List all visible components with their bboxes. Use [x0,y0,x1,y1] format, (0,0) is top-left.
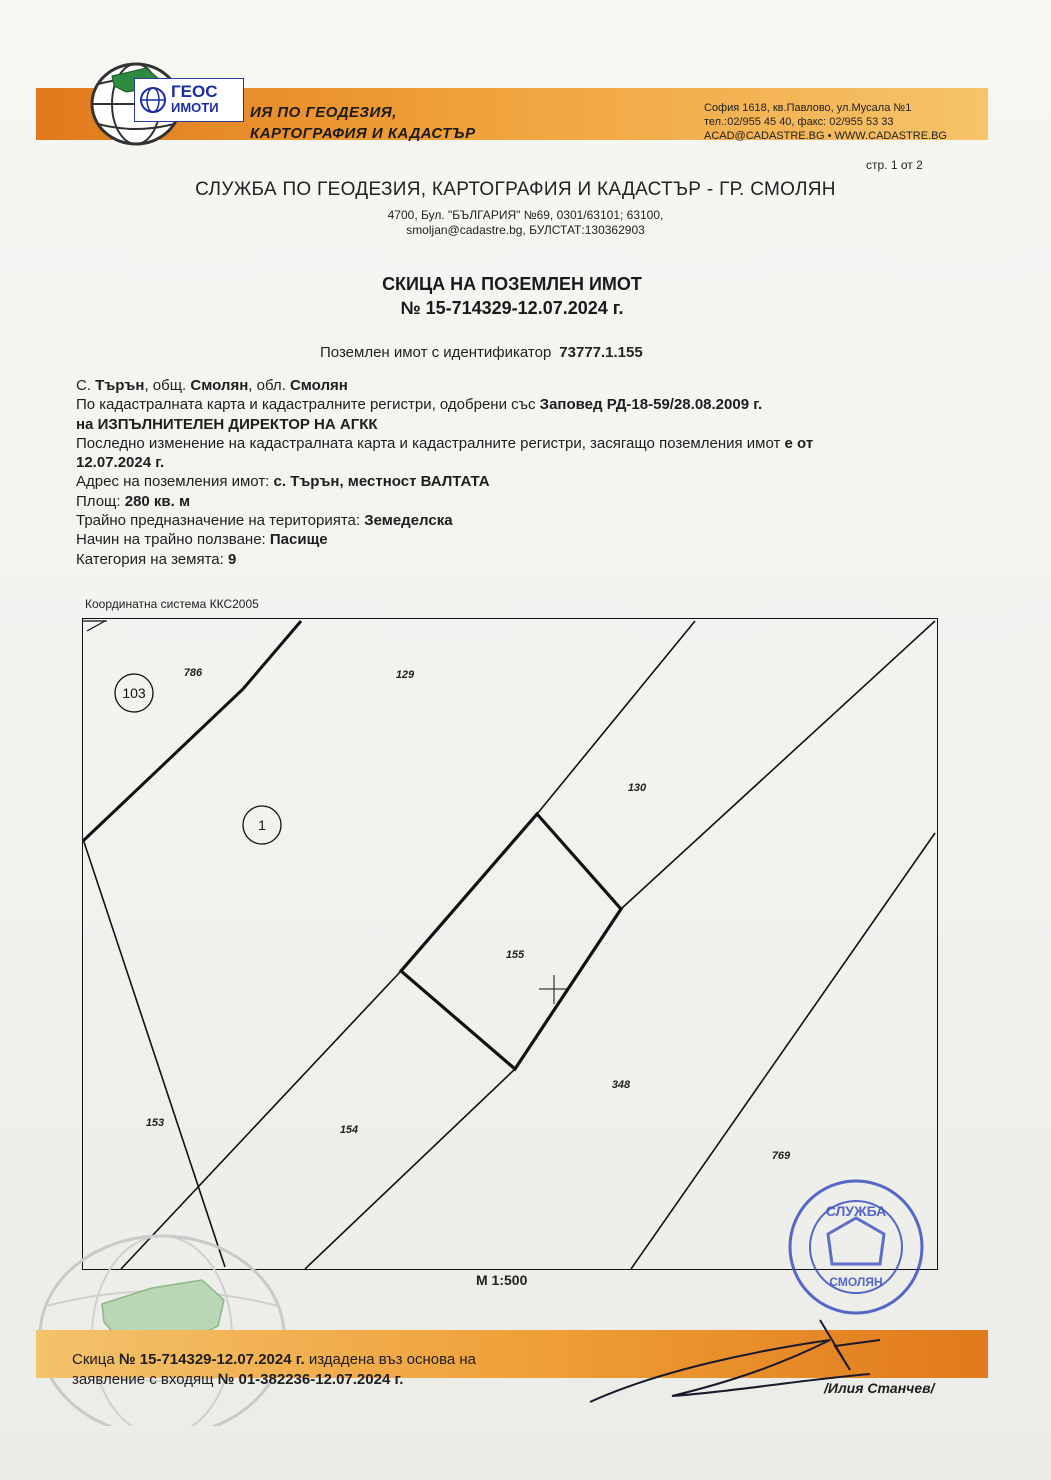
issuance-prefix: Скица [72,1351,119,1368]
geos-logo-line1: ГЕОС [171,82,218,101]
application-prefix: заявление с входящ [72,1371,218,1388]
signer-name: /Илия Станчев/ [824,1380,935,1396]
settlement-value: Търън [95,377,145,394]
purpose-value: Земеделска [364,512,453,530]
parcel-label-348: 348 [611,1079,631,1091]
boundary-line [83,689,243,841]
office-address-line2: smoljan@cadastre.bg, БУЛСТАТ:130362903 [406,223,645,237]
agency-name [250,102,476,144]
category-line [76,550,956,569]
parcel-label-153: 153 [145,1117,165,1129]
approval-by: на ИЗПЪЛНИТЕЛЕН ДИРЕКТОР НА АГКК [76,415,378,433]
geos-logo-line2: ИМОТИ [171,100,219,115]
bulgaria-globe-watermark [32,1226,292,1426]
approval-order: Заповед РД-18-59/28.08.2009 г. [539,396,763,414]
application-number: № 01-382236-12.07.2024 г. [217,1371,404,1388]
category-label: Категория на земята: [76,550,228,568]
location-line [76,376,956,395]
last-change-date-line [76,453,956,472]
office-address-line1: 4700, Бул. "БЪЛГАРИЯ" №69, 0301/63101; 63100, [387,208,664,222]
subject-parcel-outline [401,814,621,1069]
last-change-line [76,434,956,453]
parcel-identifier [320,344,643,361]
agency-name-line1: ИЯ ПО ГЕОДЕЗИЯ, [250,104,397,121]
region-value: Смолян [289,377,348,394]
issuance-number: № 15-714329-12.07.2024 г. [118,1351,305,1368]
last-change-from: е от [784,434,814,452]
area-line [76,492,956,511]
stamp-top-text: СЛУЖБА [825,1203,887,1219]
document-number: № 15-714329-12.07.2024 г. [400,298,624,318]
purpose-label: Трайно предназначение на територията: [76,512,365,530]
geos-watermark-logo [134,78,244,122]
stamp-bottom-text: СМОЛЯН [829,1275,883,1289]
usage-value: Пасище [269,531,328,549]
boundary-line [83,839,225,1267]
document-title: СКИЦА НА ПОЗЕМЛЕН ИМОТ [382,274,642,294]
parcel-label-129: 129 [395,669,415,681]
region-prefix: , обл. [248,377,290,394]
address-label: Адрес на поземления имот: [76,473,274,491]
boundary-line [621,621,935,909]
office-title: СЛУЖБА ПО ГЕОДЕЗИЯ, КАРТОГРАФИЯ И КАДАСТЪР - ГР. СМОЛЯН [195,179,836,200]
page-number: стр. 1 от 2 [866,158,923,172]
signature [580,1310,910,1420]
boundary-line [537,621,695,814]
parcel-label-130: 130 [627,782,647,794]
last-change-date: 12.07.2024 г. [76,454,165,472]
address-value: с. Търън, местност ВАЛТАТА [273,473,490,491]
map-scale: М 1:500 [476,1272,528,1288]
circle-label-1: 1 [258,817,266,833]
issuance-note [72,1350,476,1390]
area-value: 280 кв. м [124,492,191,510]
purpose-line [76,511,956,530]
parcel-label-769: 769 [771,1150,791,1162]
municipality-prefix: , общ. [144,377,191,394]
agency-contact [704,101,947,143]
identifier-value: 73777.1.155 [559,344,643,361]
approval-text: По кадастралната карта и кадастралните регистри, одобрени със [76,396,540,414]
parcel-label-155: 155 [505,949,525,961]
parcel-details [76,376,956,569]
circle-label-103: 103 [122,685,146,701]
boundary-line [243,621,301,689]
issuance-line2 [72,1370,476,1390]
boundary-line [305,1069,515,1269]
contact-phone: тел.:02/955 45 40, факс: 02/955 53 33 [704,116,894,128]
office-address [0,208,1051,238]
agency-name-line2: КАРТОГРАФИЯ И КАДАСТЪР [250,125,476,142]
municipality-value: Смолян [190,377,249,394]
geos-globe-icon [139,86,167,114]
last-change-text: Последно изменение на кадастралната карта и кадастралните регистри, засягащо поземления имот [76,434,785,452]
usage-label: Начин на трайно ползване: [76,531,270,549]
parcel-label-786: 786 [183,667,203,679]
coordinate-system-label: Координатна система ККС2005 [85,597,259,611]
address-line [76,472,956,491]
contact-address: София 1618, кв.Павлово, ул.Мусала №1 [704,102,912,114]
issuance-line1 [72,1350,476,1370]
issuance-suffix: издадена въз основа на [304,1351,477,1368]
parcel-label-154: 154 [339,1124,359,1136]
boundary-line [87,621,105,631]
usage-line [76,530,956,549]
settlement-prefix: С. [76,377,96,394]
category-value: 9 [227,550,237,568]
area-label: Площ: [76,492,125,510]
identifier-label: Поземлен имот с идентификатор [320,344,552,361]
approval-line [76,395,956,414]
approval-by-line [76,415,956,434]
office-stamp [776,1172,936,1322]
contact-web: ACAD@CADASTRE.BG • WWW.CADASTRE.BG [704,130,947,142]
